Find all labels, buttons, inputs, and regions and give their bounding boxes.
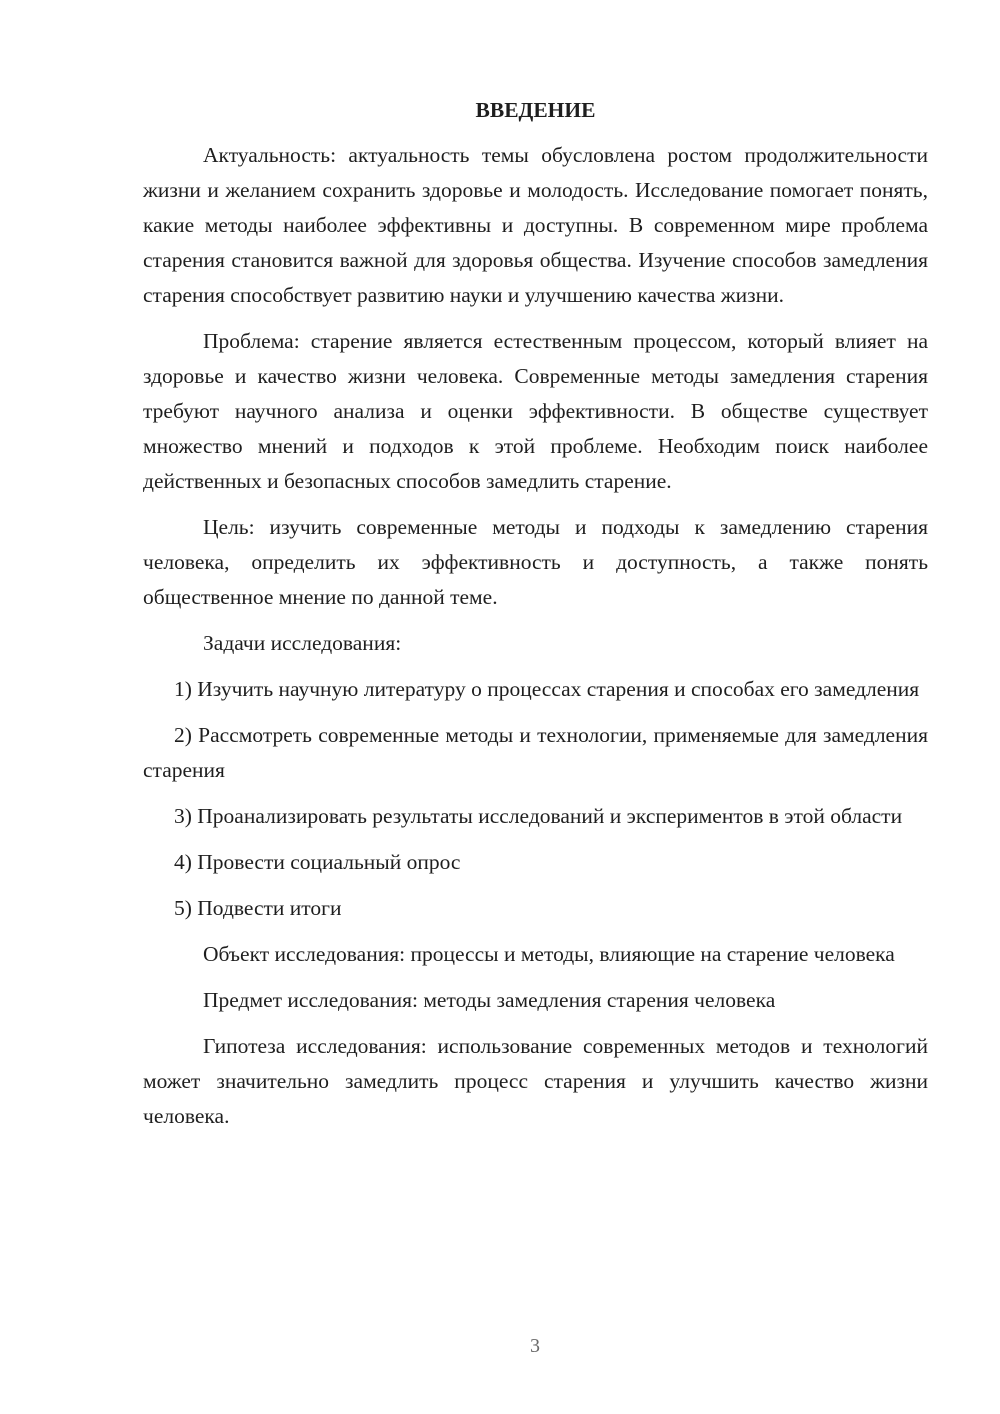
hypothesis-paragraph: Гипотеза исследования: использование современных методов и технологий может значительно замедлить процесс старения и улучшить качество жизни человека. xyxy=(143,1034,928,1128)
goal-paragraph: Цель: изучить современные методы и подходы к замедлению старения человека, определить их эффективность и доступность, а также понять общественное мнение по данной теме. xyxy=(143,515,928,609)
task-item: 2) Рассмотреть современные методы и технологии, применяемые для замедления старения xyxy=(143,723,928,782)
task-item: 1) Изучить научную литературу о процессах старения и способах его замедления xyxy=(174,677,920,701)
section-title: ВВЕДЕНИЕ xyxy=(475,98,596,122)
object-paragraph: Объект исследования: процессы и методы, влияющие на старение человека xyxy=(203,942,895,966)
task-item: 4) Провести социальный опрос xyxy=(174,850,461,874)
task-item: 3) Проанализировать результаты исследований и экспериментов в этой области xyxy=(174,804,903,828)
problem-paragraph: Проблема: старение является естественным процессом, который влияет на здоровье и качество жизни человека. Современные методы замедления старения требуют научного анализа и оценки эффективности. В обществе существует множество мнений и подходов к этой проблеме. Необходим поиск наиболее действенных и безопасных способов замедлить старение. xyxy=(143,329,928,493)
task-item: 5) Подвести итоги xyxy=(174,896,342,920)
tasks-heading: Задачи исследования: xyxy=(203,631,402,655)
page-number: 3 xyxy=(530,1335,540,1357)
subject-paragraph: Предмет исследования: методы замедления старения человека xyxy=(203,988,776,1012)
document-page xyxy=(143,93,928,1145)
relevance-paragraph: Актуальность: актуальность темы обусловлена ростом продолжительности жизни и желанием сохранить здоровье и молодость. Исследование помогает понять, какие методы наиболее эффективны и доступны. В современном мире проблема старения становится важной для здоровья общества. Изучение способов замедления старения способствует развитию науки и улучшению качества жизни. xyxy=(143,143,928,307)
